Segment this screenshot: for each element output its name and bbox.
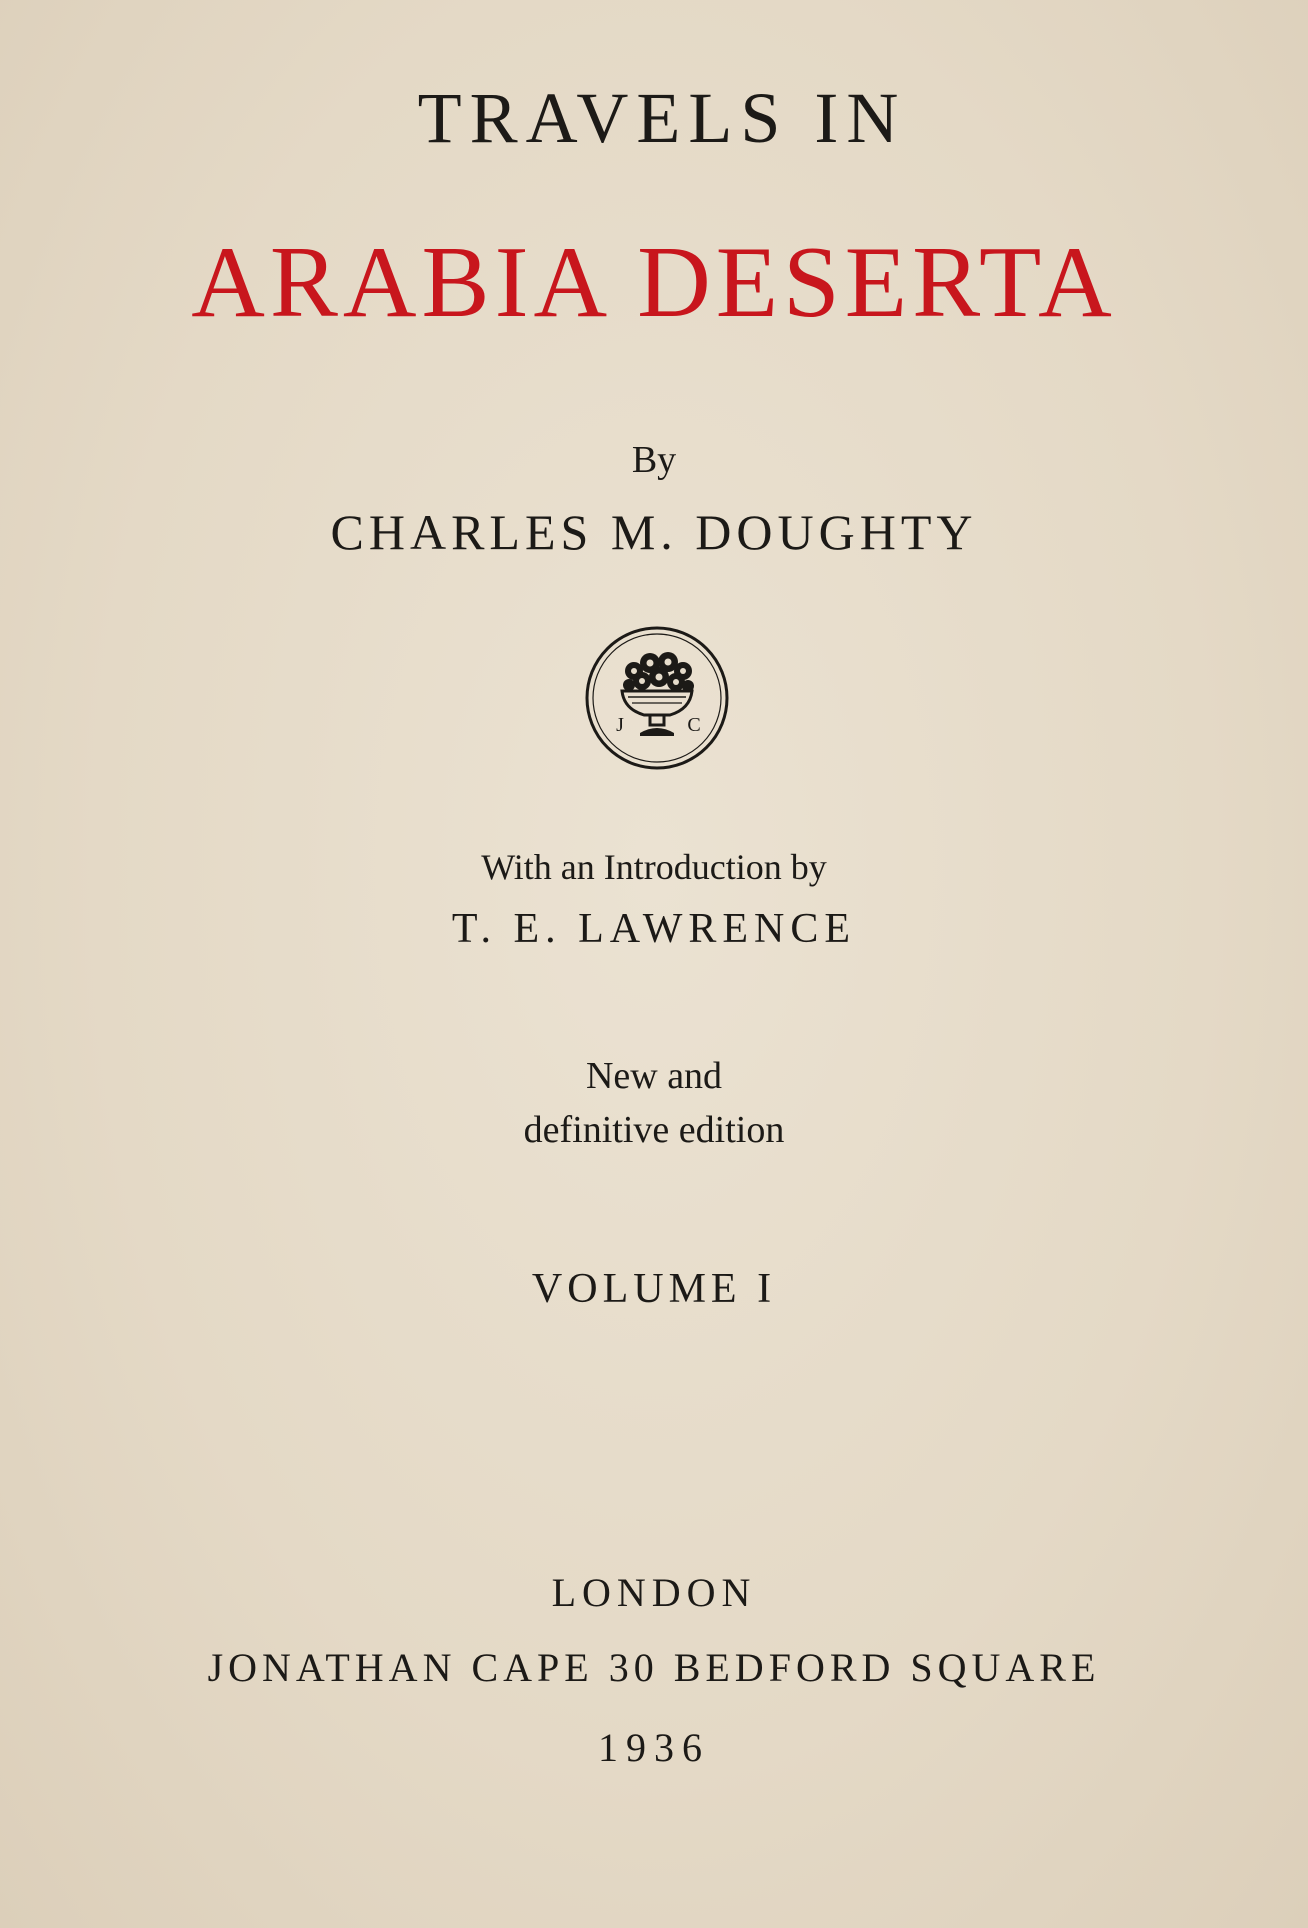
by-label: By xyxy=(631,439,677,481)
imprint-publisher: JONATHAN CAPE 30 BEDFORD SQUARE xyxy=(207,1645,1101,1690)
imprint-city: LONDON xyxy=(551,1570,757,1615)
introduction-label: With an Introduction by xyxy=(481,847,827,887)
edition-line-1: New and xyxy=(585,1055,723,1097)
volume-label: VOLUME I xyxy=(531,1266,777,1312)
emblem-initial-left: J xyxy=(616,714,624,736)
title-line-1: TRAVELS IN xyxy=(417,78,907,158)
publisher-device-urn-icon xyxy=(584,625,730,771)
edition-line-2: definitive edition xyxy=(523,1109,785,1151)
introduction-author: T. E. LAWRENCE xyxy=(451,906,857,952)
author-name: CHARLES M. DOUGHTY xyxy=(330,504,978,560)
title-line-2: ARABIA DESERTA xyxy=(191,226,1117,339)
emblem-initial-right: C xyxy=(687,714,701,736)
imprint-year: 1936 xyxy=(598,1725,710,1770)
